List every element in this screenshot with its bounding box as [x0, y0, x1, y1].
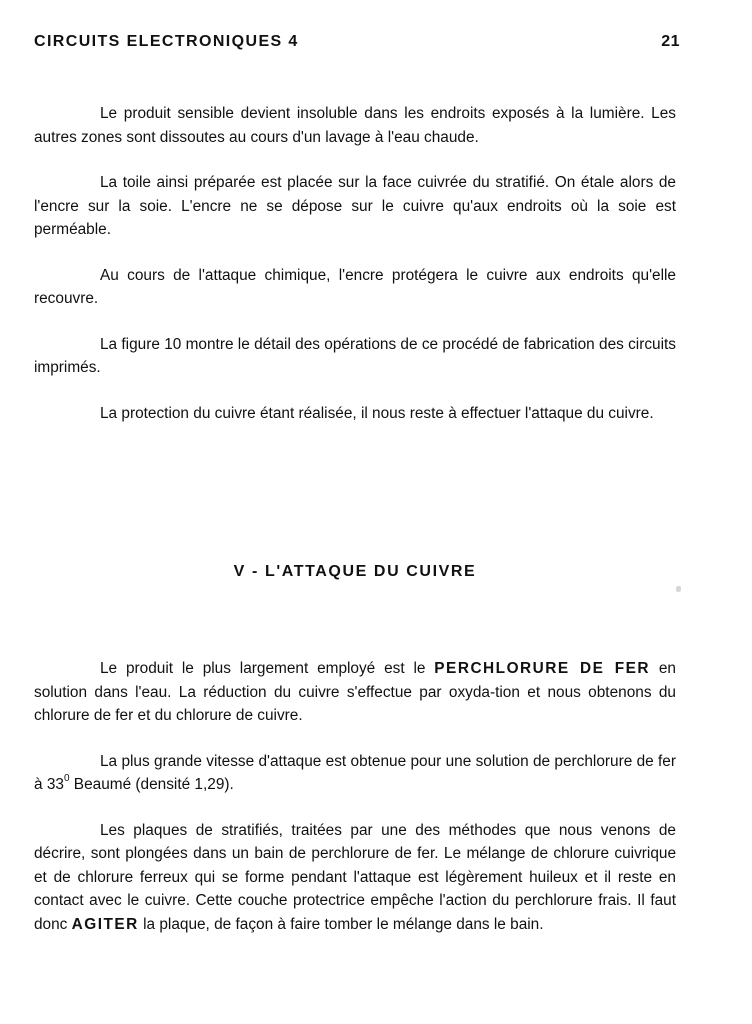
paragraph-8-end: la plaque, de façon à faire tomber le mélange dans le bain.	[138, 915, 544, 933]
paragraph-4: La figure 10 montre le détail des opérations de ce procédé de fabrication des circuits imprimés.	[34, 335, 676, 376]
paragraph-1: Le produit sensible devient insoluble dans les endroits exposés à la lumière. Les autres zones sont dissoutes au cours d'un lavage à l'eau chaude.	[34, 105, 676, 146]
page-header	[34, 33, 680, 57]
paragraph-6-start: Le produit le plus largement employé est le	[100, 660, 435, 677]
paragraph-6	[34, 657, 676, 728]
scan-speck	[676, 586, 681, 592]
paragraph-2: La toile ainsi préparée est placée sur la face cuivrée du stratifié. On étale alors de l'encre sur la soie. L'encre ne se dépose sur le cuivre qu'aux endroits où la soie est perméable.	[34, 174, 676, 238]
paragraph-5: La protection du cuivre étant réalisée, il nous reste à effectuer l'attaque du cuivre.	[100, 404, 654, 422]
perchlorure-emphasis: PERCHLORURE DE FER	[434, 660, 651, 677]
agiter-emphasis: AGITER	[71, 915, 139, 933]
running-title: CIRCUITS ELECTRONIQUES 4	[34, 33, 299, 50]
paragraph-6-end: en solution dans l'eau. La réduction du cuivre s'effectue par oxyda-tion et nous obtenons du chlorure de fer et du chlorure de cuivre.	[34, 660, 676, 724]
paragraph-8-start: Les plaques de stratifiés, traitées par une des méthodes que nous venons de décrire, sont plongées dans un bain de perchlorure de fer. Le mélange de chlorure cuivrique et de chlorure ferreux qui se forme pendant l'attaque est légèrement huileux et il reste en contact avec le cuivre. Cette couche protectrice empêche l'action du perchlorure frais. Il faut donc	[34, 821, 676, 933]
section-text-block	[34, 657, 676, 936]
intro-text-block	[34, 102, 676, 425]
degree-superscript: 0	[63, 772, 70, 784]
paragraph-7	[34, 750, 676, 797]
section-heading: V - L'ATTAQUE DU CUIVRE	[233, 563, 477, 580]
paragraph-8	[34, 819, 676, 937]
paragraph-7-end: Beaumé (densité 1,29).	[69, 776, 234, 793]
paragraph-7-start: La plus grande vitesse d'attaque est obtenue pour une solution de perchlorure de fer à 33	[34, 752, 676, 793]
page-number: 21	[661, 33, 680, 50]
paragraph-3: Au cours de l'attaque chimique, l'encre protégera le cuivre aux endroits qu'elle recouvre.	[34, 266, 676, 307]
